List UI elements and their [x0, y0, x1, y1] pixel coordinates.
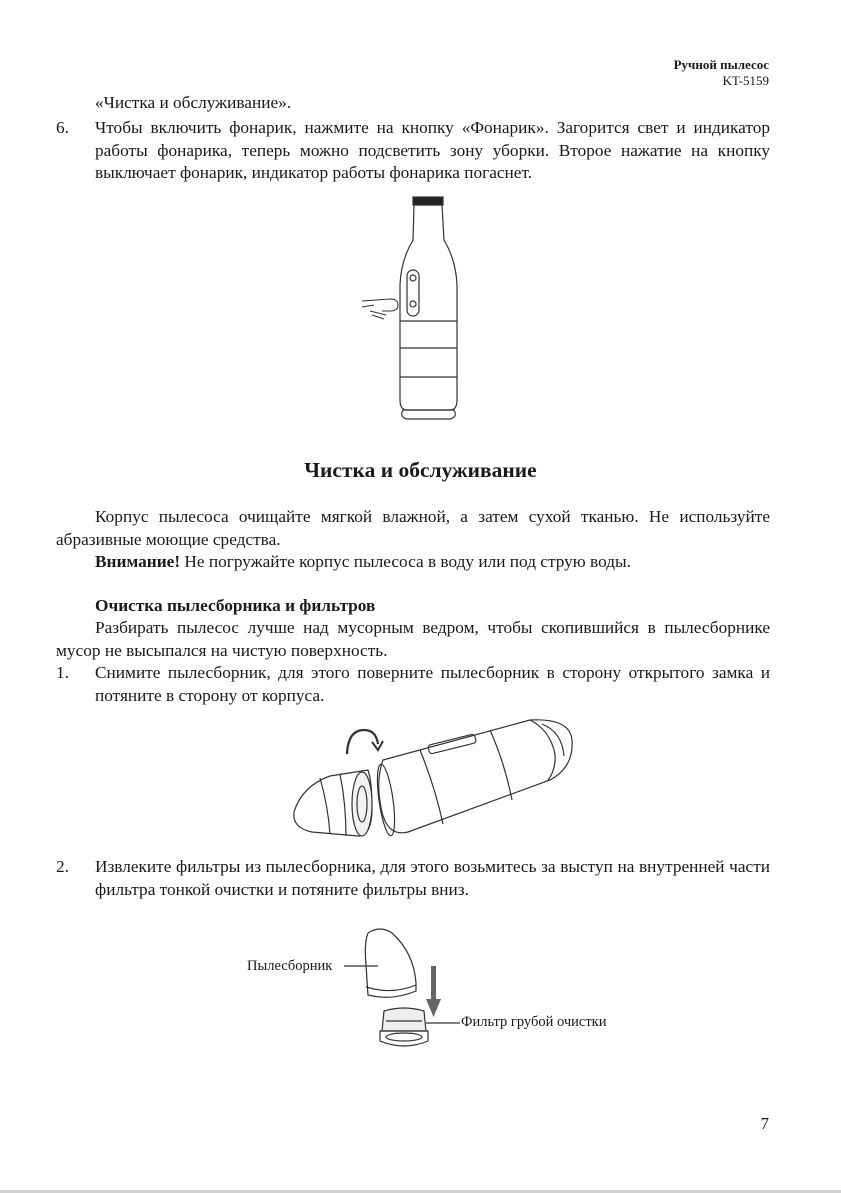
label-dustbin: Пылесборник — [247, 958, 333, 974]
subsection-paragraph: Разбирать пылесос лучше над мусорным ведром, чтобы скопившийся в пылесборнике мусор не высыпался на чистую поверхность. — [56, 618, 770, 660]
list-number: 2. — [56, 857, 69, 876]
subsection-title: Очистка пылесборника и фильтров — [95, 596, 376, 615]
list-number: 1. — [56, 663, 69, 682]
header-title: Ручной пылесос — [673, 57, 769, 72]
page-number: 7 — [760, 1114, 769, 1133]
warning-label: Внимание! — [95, 552, 181, 571]
list-text: Снимите пылесборник, для этого поверните пылесборник в сторону открытого замка и потяните в сторону от корпуса. — [95, 663, 770, 705]
list-text: Чтобы включить фонарик, нажмите на кнопку «Фонарик». Загорится свет и индикатор работы фонарика, теперь можно подсветить зону уборки. Второе нажатие на кнопку выключает фонарик, индикатор работы фонарика погаснет. — [95, 118, 770, 182]
figure-remove-filters — [342, 925, 467, 1055]
list-item-step-6 — [56, 117, 770, 185]
list-item-step-1 — [56, 662, 770, 707]
list-text: Извлеките фильтры из пылесборника, для этого возьмитесь за выступ на внутренней части фильтра тонкой очистки и потяните фильтры вниз. — [95, 857, 770, 899]
continuation-text: «Чистка и обслуживание». — [95, 93, 292, 112]
list-item-step-2 — [56, 856, 770, 901]
figure-flashlight-button — [360, 195, 470, 420]
body-paragraph: Корпус пылесоса очищайте мягкой влажной, а затем сухой тканью. Не используйте абразивные моющие средства. — [56, 507, 770, 549]
label-coarse-filter: Фильтр грубой очистки — [461, 1014, 607, 1030]
warning-text: Не погружайте корпус пылесоса в воду или под струю воды. — [180, 552, 631, 571]
header-model: KT-5159 — [722, 73, 769, 88]
running-header — [674, 57, 769, 89]
figure-remove-dustbin — [280, 712, 580, 844]
warning-paragraph — [56, 551, 770, 574]
section-title: Чистка и обслуживание — [304, 458, 537, 482]
list-number: 6. — [56, 118, 69, 137]
